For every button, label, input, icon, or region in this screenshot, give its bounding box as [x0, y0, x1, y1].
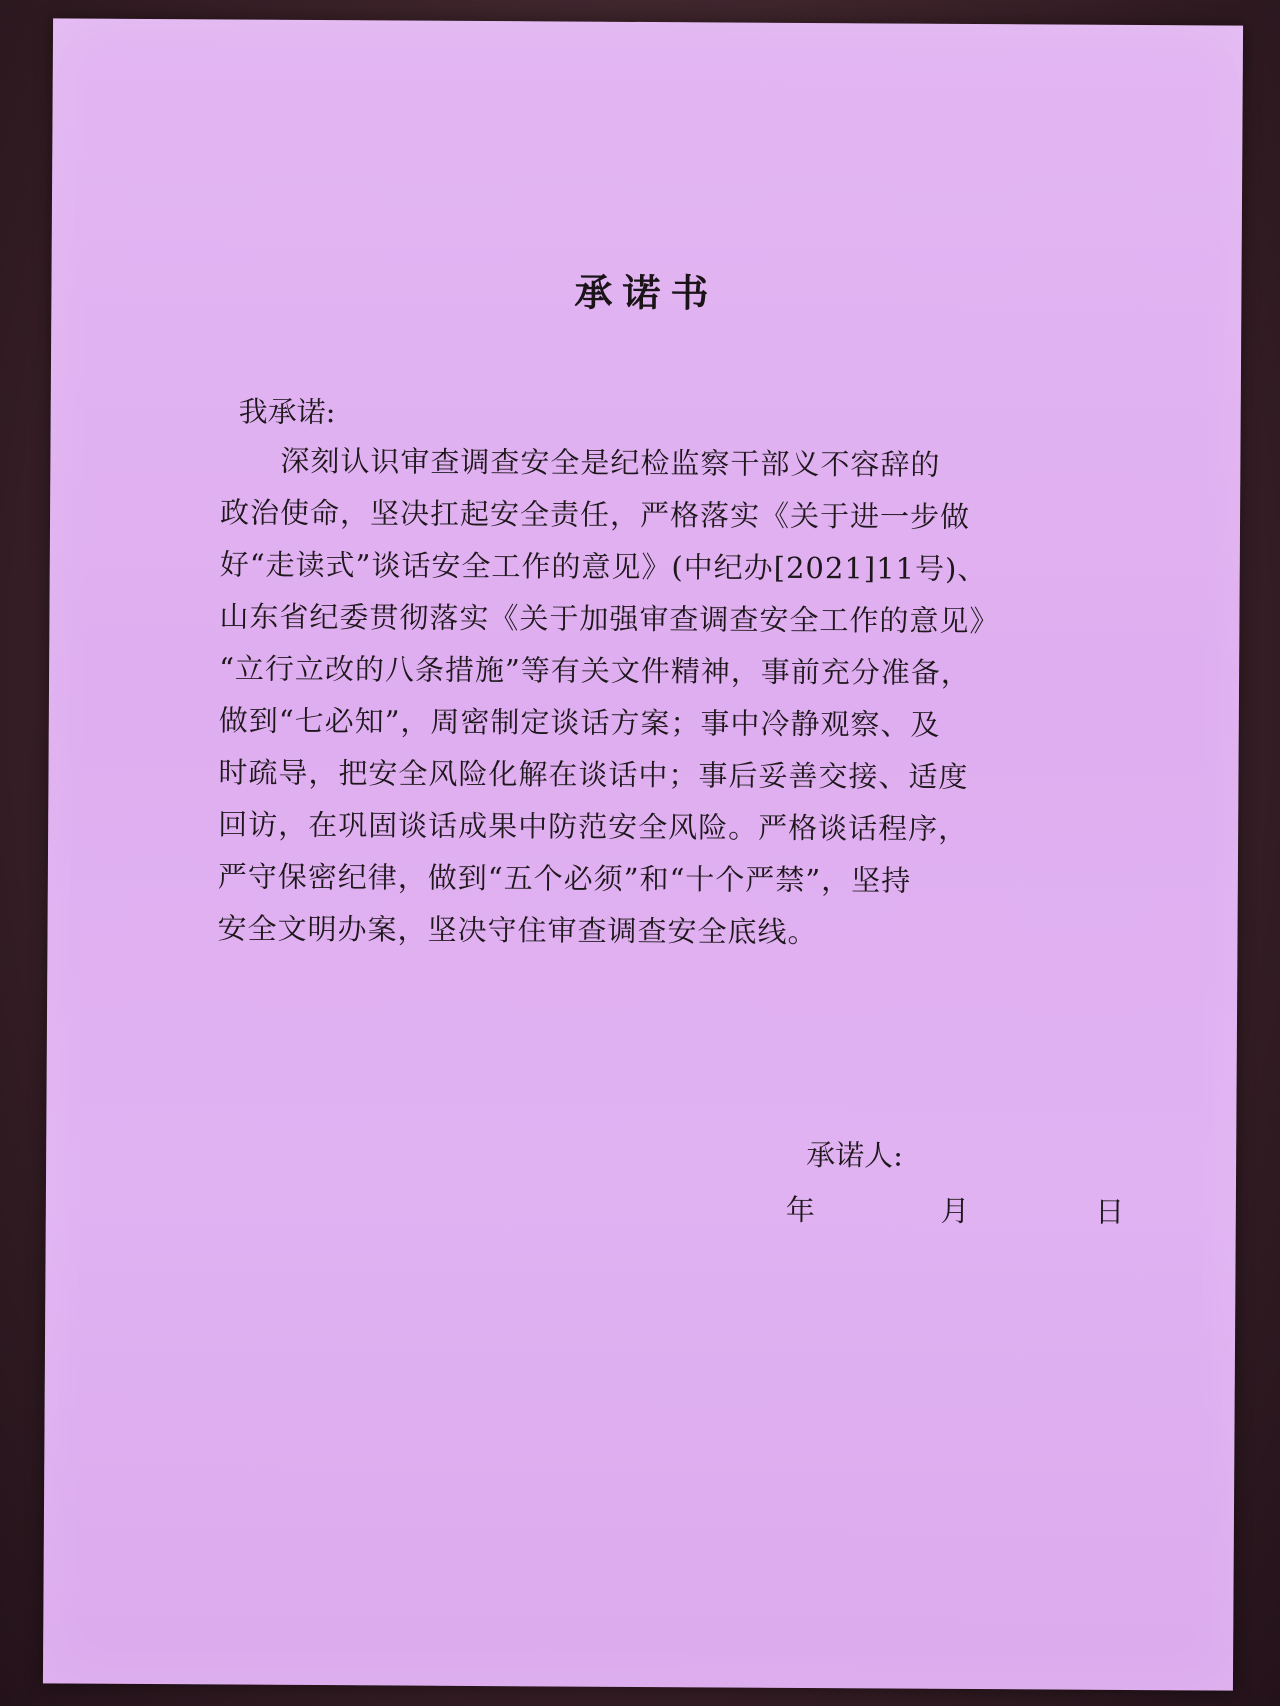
document-title: 承诺书 — [574, 269, 719, 316]
body-line-4: 山东省纪委贯彻落实《关于加强审查调查安全工作的意见》 — [219, 599, 1000, 639]
commitment-body — [217, 434, 1040, 959]
body-line-8: 回访，在巩固谈话成果中防范安全风险。严格谈话程序， — [218, 807, 969, 846]
body-line-10: 安全文明办案，坚决守住审查调查安全底线。 — [217, 911, 818, 950]
body-line-5: “立行立改的八条措施”等有关文件精神，事前充分准备， — [219, 651, 971, 690]
greeting-text: 我承诺: — [238, 394, 336, 430]
signer-label: 承诺人: — [806, 1138, 904, 1173]
date-label: 年 月 日 — [785, 1192, 1127, 1229]
body-line-9: 严守保密纪律，做到“五个必须”和“十个严禁”，坚持 — [217, 859, 912, 898]
body-line-3: 好“走读式”谈话安全工作的意见》(中纪办[2021]11号)、 — [219, 547, 988, 587]
body-line-6: 做到“七必知”，周密制定谈话方案；事中冷静观察、及 — [218, 703, 941, 742]
body-line-2: 政治使命，坚决扛起安全责任，严格落实《关于进一步做 — [219, 495, 971, 534]
paper-sheet — [43, 18, 1243, 1690]
body-line-7: 时疏导，把安全风险化解在谈话中；事后妥善交接、适度 — [218, 755, 969, 794]
body-line-1: 深刻认识审查调查安全是纪检监察干部义不容辞的 — [280, 443, 941, 482]
